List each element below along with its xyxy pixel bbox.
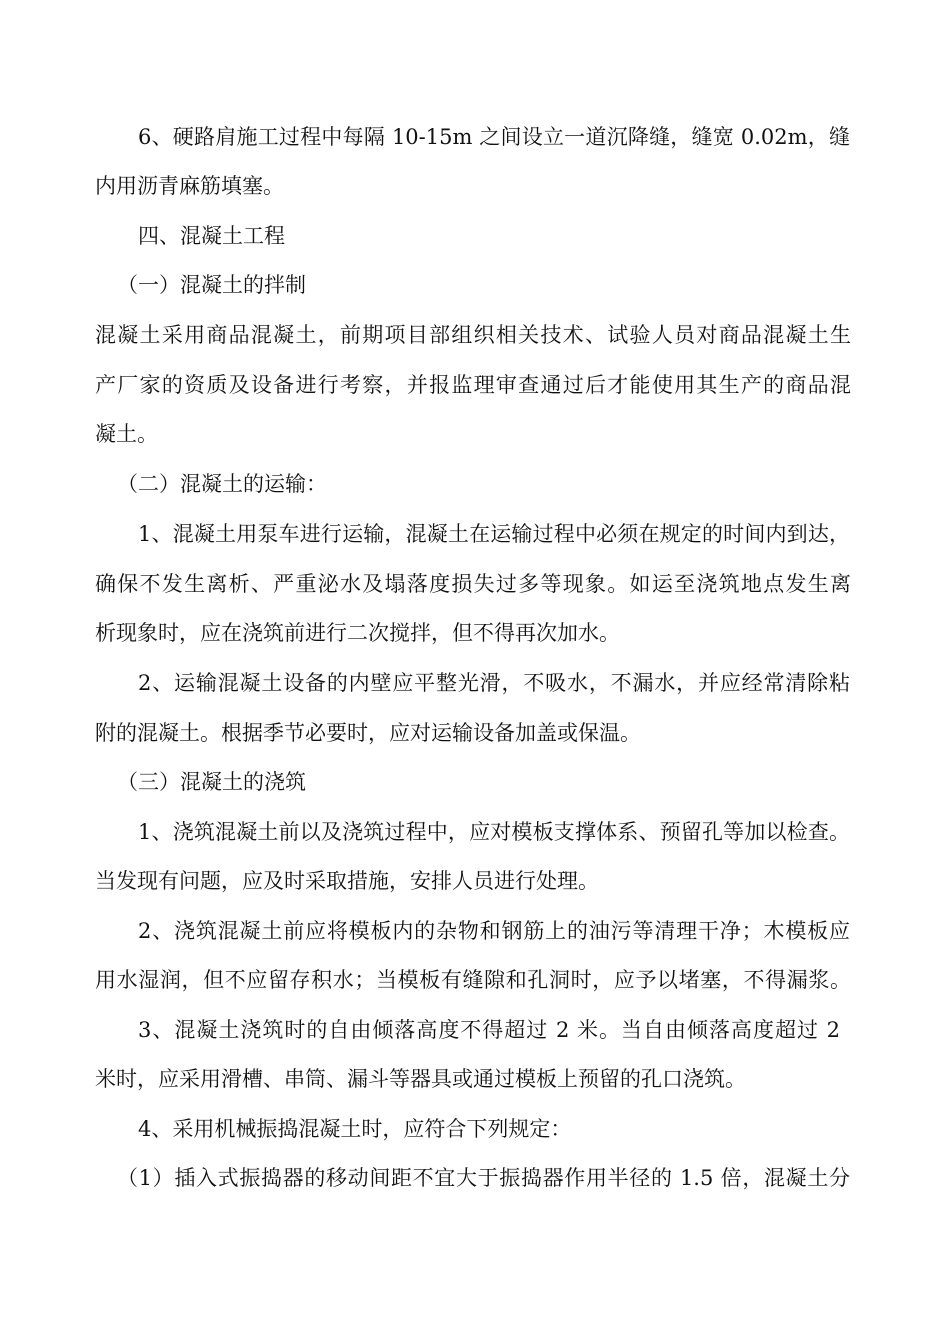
- subsection-3-item-4-1-line-1: （1）插入式振捣器的移动间距不宜大于振捣器作用半径的 1.5 倍，混凝土分: [117, 1166, 850, 1190]
- subsection-3-item-2-line-2: 用水湿润，但不应留存积水；当模板有缝隙和孔洞时，应予以堵塞，不得漏浆。: [95, 968, 851, 992]
- subsection-3-item-4-line-1: 4、采用机械振捣混凝土时，应符合下列规定：: [138, 1117, 572, 1141]
- subsection-2-item-2-line-2: 附的混凝土。根据季节必要时，应对运输设备加盖或保温。: [95, 721, 641, 745]
- subsection-2-item-2-line-1: 2、运输混凝土设备的内壁应平整光滑，不吸水，不漏水，并应经常清除粘: [138, 671, 850, 695]
- subsection-3-item-2-line-1: 2、浇筑混凝土前应将模板内的杂物和钢筋上的油污等清理干净；木模板应: [138, 919, 850, 943]
- subsection-1-heading: （一）混凝土的拌制: [117, 273, 306, 297]
- subsection-2-item-1-line-1: 1、混凝土用泵车进行运输，混凝土在运输过程中必须在规定的时间内到达，: [138, 522, 850, 546]
- subsection-3-heading: （三）混凝土的浇筑: [117, 770, 306, 794]
- subsection-1-line-3: 凝土。: [95, 422, 158, 446]
- subsection-1-line-1: 混凝土采用商品混凝土，前期项目部组织相关技术、试验人员对商品混凝土生: [95, 323, 851, 347]
- subsection-3-item-3-line-1: 3、混凝土浇筑时的自由倾落高度不得超过 2 米。当自由倾落高度超过 2: [138, 1018, 840, 1042]
- paragraph-6-line-2: 内用沥青麻筋填塞。: [95, 174, 284, 198]
- section-4-heading: 四、混凝土工程: [138, 224, 285, 248]
- subsection-3-item-1-line-1: 1、浇筑混凝土前以及浇筑过程中，应对模板支撑体系、预留孔等加以检查。: [138, 820, 850, 844]
- subsection-3-item-3-line-2: 米时，应采用滑槽、串筒、漏斗等器具或通过模板上预留的孔口浇筑。: [95, 1067, 746, 1091]
- subsection-2-item-1-line-2: 确保不发生离析、严重泌水及塌落度损失过多等现象。如运至浇筑地点发生离: [95, 572, 851, 596]
- subsection-1-line-2: 产厂家的资质及设备进行考察，并报监理审查通过后才能使用其生产的商品混: [95, 373, 851, 397]
- subsection-2-heading: （二）混凝土的运输：: [117, 472, 327, 496]
- subsection-3-item-1-line-2: 当发现有问题，应及时采取措施，安排人员进行处理。: [95, 869, 599, 893]
- paragraph-6-line-1: 6、硬路肩施工过程中每隔 10-15m 之间设立一道沉降缝，缝宽 0.02m，缝: [138, 125, 850, 149]
- subsection-2-item-1-line-3: 析现象时，应在浇筑前进行二次搅拌，但不得再次加水。: [95, 621, 620, 645]
